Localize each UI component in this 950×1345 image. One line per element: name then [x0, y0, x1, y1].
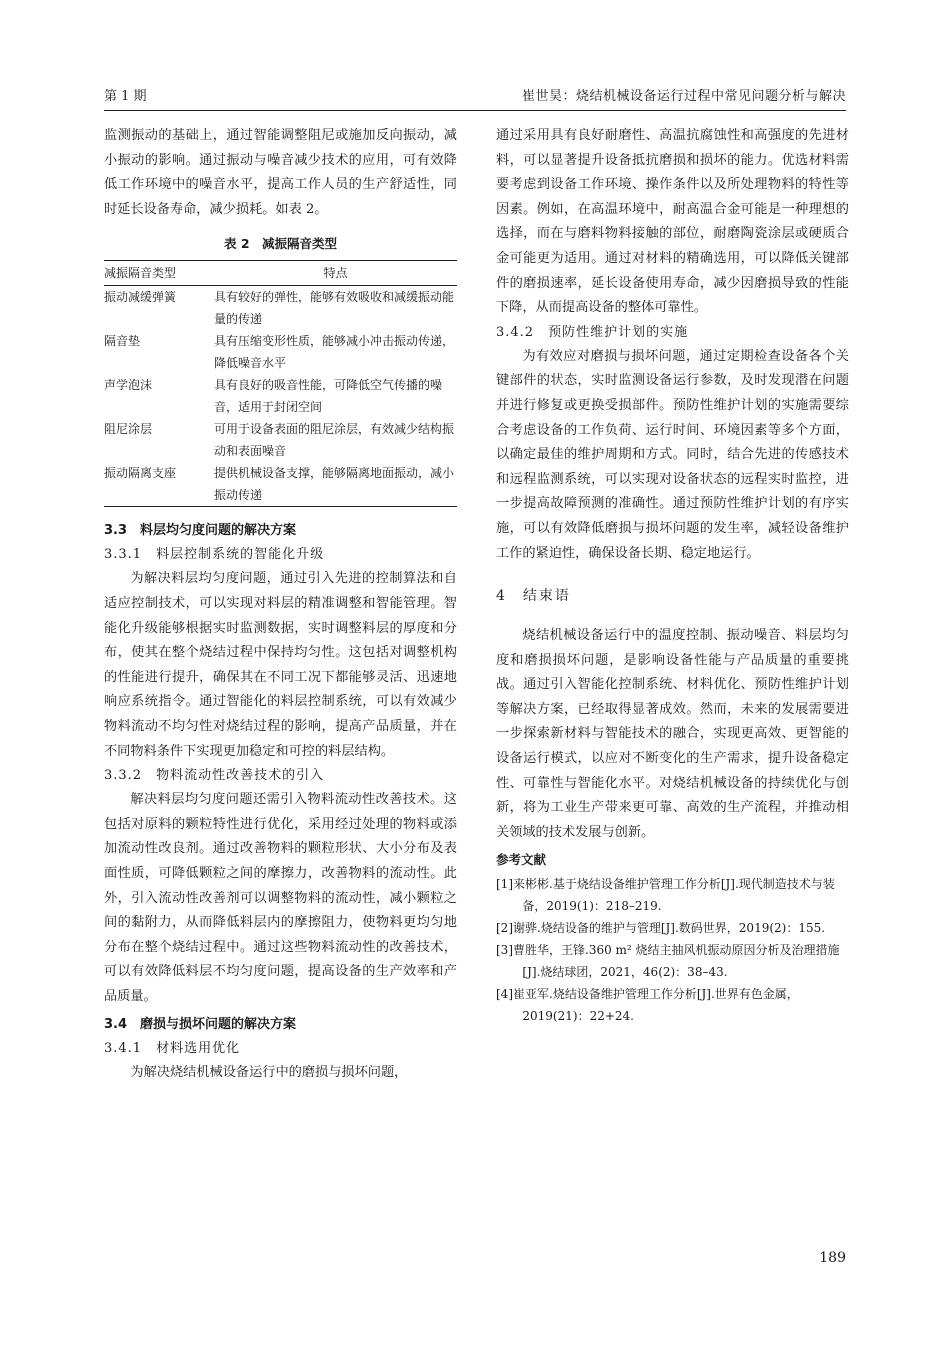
table-cell-feature: 提供机械设备支撑，能够隔离地面振动，减小振动传递	[214, 462, 457, 507]
right-column	[496, 124, 849, 1027]
running-title: 崔世昊：烧结机械设备运行过程中常见问题分析与解决	[521, 89, 846, 104]
table-row	[104, 330, 457, 374]
references-title: 参考文献	[496, 852, 547, 868]
table-cell-type: 振动减缓弹簧	[104, 290, 177, 305]
reference-item: [1]来彬彬.基于烧结设备维护管理工作分析[J].现代制造技术与装备，2019(1)：218–219.	[496, 877, 835, 914]
column-header-type: 减振隔音类型	[104, 261, 214, 286]
damping-types-table	[104, 260, 457, 507]
paragraph-3-4-1-continued: 通过采用具有良好耐磨性、高温抗腐蚀性和高强度的先进材料，可以显著提升设备抵抗磨损和损坏的能力。优选材料需要考虑到设备工作环境、操作条件以及所处理物料的特性等因素。例如，在高温环境中，耐高温合金可能是一种理想的选择，而在与磨料物料接触的部位，耐磨陶瓷涂层或硬质合金可能更为适用。通过对材料的精确选用，可以降低关键部件的磨损速率，延长设备使用寿命，减少因磨损导致的性能下降，从而提高设备的整体可靠性。	[496, 128, 849, 316]
table-row	[104, 418, 457, 462]
page-number: 189	[819, 1250, 846, 1266]
subsection-heading-3-3-1: 3.3.1 料层控制系统的智能化升级	[104, 547, 325, 563]
section-heading-3-4: 3.4 磨损与损坏问题的解决方案	[104, 1017, 297, 1033]
table-cell-feature: 具有压缩变形性质，能够减小冲击振动传递，降低噪音水平	[214, 334, 455, 371]
table-cell-type: 振动隔离支座	[104, 462, 214, 507]
paragraph-3-4-1-start: 为解决烧结机械设备运行中的磨损与损坏问题，	[130, 1065, 408, 1081]
intro-paragraph: 监测振动的基础上，通过智能调整阻尼或施加反向振动，减小振动的影响。通过振动与噪音减少技术的应用，可有效降低工作环境中的噪音水平，提高工作人员的生产舒适性，同时延长设备寿命，减少损耗。如表 2。	[104, 128, 457, 217]
paragraph-3-4-2: 为有效应对磨损与损坏问题，通过定期检查设备各个关键部件的状态，实时监测设备运行参数，及时发现潜在问题并进行修复或更换受损部件。预防性维护计划的实施需要综合考虑设备的工作负荷、运行时间、环境因素等多个方面，以确定最佳的维护周期和方式。同时，结合先进的传感技术和远程监测系统，可以实现对设备状态的远程实时监控，进一步提高故障预测的准确性。通过预防性维护计划的有序实施，可以有效降低磨损与损坏问题的发生率，减轻设备维护工作的紧迫性，确保设备长期、稳定地运行。	[496, 348, 849, 561]
reference-item: [3]曹胜华，王锋.360 m² 烧结主抽风机振动原因分析及治理措施[J].烧结球团，2021，46(2)：38–43.	[496, 943, 840, 980]
subsection-heading-3-4-2: 3.4.2 预防性维护计划的实施	[496, 324, 689, 340]
paragraph-4: 烧结机械设备运行中的温度控制、振动噪音、料层均匀度和磨损损坏问题，是影响设备性能与产品质量的重要挑战。通过引入智能化控制系统、材料优化、预防性维护计划等解决方案，已经取得显著成效。然而，未来的发展需要进一步探索新材料与智能技术的融合，实现更高效、更智能的设备运行模式，以应对不断变化的生产需求，提升设备稳定性、可靠性与智能化水平。对烧结机械设备的持续优化与创新，将为工业生产带来更可靠、高效的生产流程，并推动相关领域的技术发展与创新。	[496, 628, 849, 840]
table-cell-type: 声学泡沫	[104, 378, 153, 393]
subsection-heading-3-3-2: 3.3.2 物料流动性改善技术的引入	[104, 768, 325, 784]
left-column	[104, 124, 457, 1086]
table-row	[104, 462, 457, 507]
table-cell-type: 隔音垫	[104, 334, 141, 349]
column-header-feature: 特点	[214, 261, 457, 286]
table-title: 表 2 减振隔音类型	[223, 236, 338, 252]
subsection-heading-3-4-1: 3.4.1 材料选用优化	[104, 1041, 241, 1057]
table-cell-feature: 具有良好的吸音性能，可降低空气传播的噪音，适用于封闭空间	[214, 378, 443, 415]
table-cell-type: 阻尼涂层	[104, 422, 153, 437]
table-row	[104, 374, 457, 418]
issue-label: 第 1 期	[104, 89, 147, 104]
running-header	[104, 84, 846, 111]
paragraph-3-3-2: 解决料层均匀度问题还需引入物料流动性改善技术。这包括对原料的颗粒特性进行优化，采用经过处理的物料或添加流动性改良剂。通过改善物料的颗粒形状、大小分布及表面性质，可降低颗粒之间的摩擦力，改善物料的流动性。此外，引入流动性改善剂可以调整物料的流动性，减小颗粒之间的黏附力，从而降低料层内的摩擦阻力，使物料更均匀地分布在整个烧结过程中。通过这些物料流动性的改善技术，可以有效降低料层不均匀度问题，提高设备的生产效率和产品质量。	[104, 792, 457, 1004]
paragraph-3-3-1: 为解决料层均匀度问题，通过引入先进的控制算法和自适应控制技术，可以实现对料层的精准调整和智能管理。智能化升级能够根据实时监测数据，实时调整料层的厚度和分布，使其在整个烧结过程中保持均匀性。这包括对调整机构的性能进行提升，确保其在不同工况下都能够灵活、迅速地响应系统指令。通过智能化的料层控制系统，可以有效减少物料流动不均匀性对烧结过程的影响，提高产品质量，并在不同物料条件下实现更加稳定和可控的料层结构。	[104, 571, 457, 759]
table-header-row	[104, 261, 457, 286]
table-cell-feature: 可用于设备表面的阻尼涂层，有效减少结构振动和表面噪音	[214, 422, 455, 459]
table-cell-feature: 具有较好的弹性，能够有效吸收和减缓振动能量的传递	[214, 290, 455, 327]
table-row	[104, 286, 457, 331]
section-heading-3-3: 3.3 料层均匀度问题的解决方案	[104, 523, 297, 539]
reference-item: [4]崔亚军.烧结设备维护管理工作分析[J].世界有色金属，2019(21)：22+24.	[496, 987, 799, 1024]
section-heading-4: 4 结束语	[496, 588, 571, 605]
reference-item: [2]谢骅.烧结设备的维护与管理[J].数码世界，2019(2)：155.	[496, 921, 826, 936]
